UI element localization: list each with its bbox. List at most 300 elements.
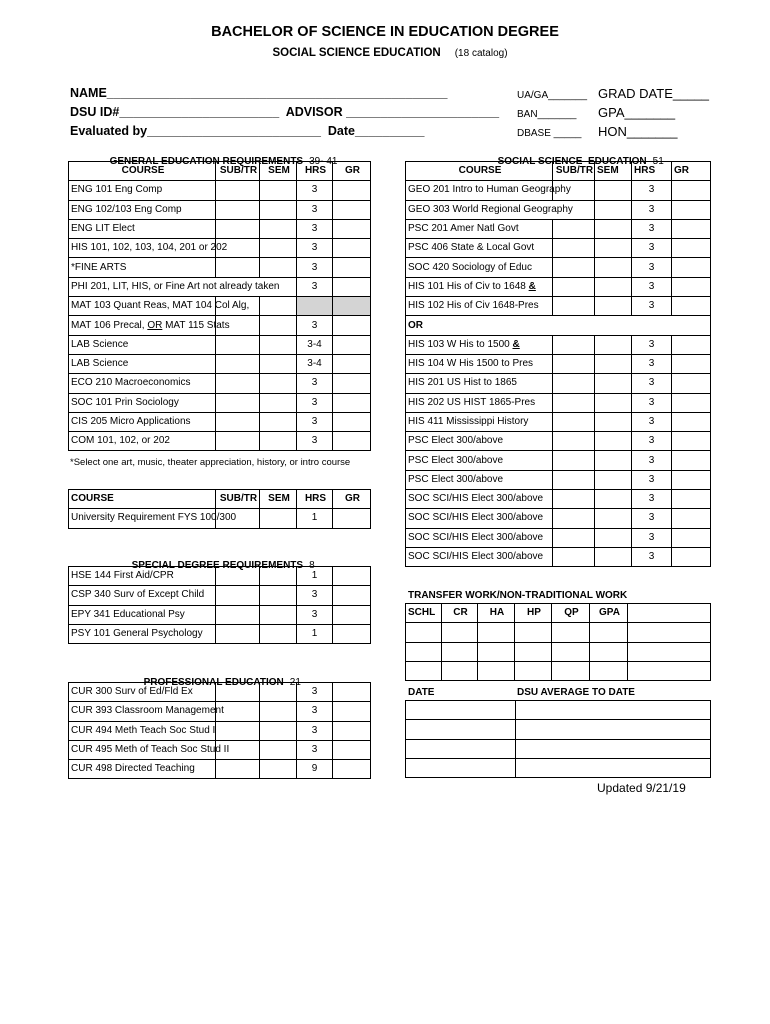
course-name: ENG 102/103 Eng Comp	[69, 200, 216, 219]
page-subtitle	[0, 47, 770, 59]
subtr-cell[interactable]	[216, 567, 260, 586]
col-ha: HA	[478, 604, 515, 623]
sem-cell[interactable]	[260, 335, 297, 354]
blank-cell[interactable]	[628, 661, 711, 680]
hrs-cell: 3	[297, 432, 333, 451]
course-name: EPY 341 Educational Psy	[69, 605, 216, 624]
gr-cell[interactable]	[333, 740, 371, 759]
course-name: PSC Elect 300/above	[406, 432, 553, 451]
gr-cell[interactable]	[333, 624, 371, 643]
table-row	[69, 277, 371, 296]
and-label: &	[512, 338, 520, 350]
sem-cell[interactable]	[595, 258, 632, 277]
col-course: COURSE	[406, 162, 553, 181]
sem-cell[interactable]	[260, 760, 297, 779]
course-name: HIS 202 US HIST 1865-Pres	[406, 393, 553, 412]
gr-cell[interactable]	[333, 760, 371, 779]
course-name: SOC SCI/HIS Elect 300/above	[406, 509, 553, 528]
sem-cell[interactable]	[595, 374, 632, 393]
table-row	[406, 181, 711, 200]
sem-cell[interactable]	[260, 721, 297, 740]
university-table	[68, 489, 371, 529]
special-title-text: SPECIAL DEGREE REQUIREMENTS	[131, 560, 304, 571]
subtr-cell[interactable]	[216, 354, 260, 373]
course-name: ECO 210 Macroeconomics	[69, 374, 216, 393]
hrs-cell: 3	[297, 239, 333, 258]
course-name-part: HIS 101 His of Civ to 1648	[408, 280, 529, 292]
subtr-cell[interactable]	[553, 432, 595, 451]
course-name: SOC 420 Sociology of Educ	[406, 258, 553, 277]
gr-cell[interactable]	[333, 316, 371, 335]
ha-cell[interactable]	[478, 661, 515, 680]
course-name: PSC 406 State & Local Govt	[406, 239, 553, 258]
hrs-cell: 3	[632, 181, 672, 200]
hrs-cell: 3	[632, 335, 672, 354]
hrs-cell: 3	[297, 200, 333, 219]
subtr-cell[interactable]	[553, 258, 595, 277]
gr-cell[interactable]	[333, 702, 371, 721]
sem-cell[interactable]	[260, 316, 297, 335]
gpa-cell[interactable]	[590, 642, 628, 661]
hrs-cell: 1	[297, 509, 333, 528]
col-sem: SEM	[595, 162, 632, 181]
date-label: DATE	[408, 687, 435, 698]
table-row	[406, 200, 711, 219]
subtr-cell[interactable]	[216, 412, 260, 431]
gr-cell[interactable]	[333, 586, 371, 605]
blank-cell[interactable]	[628, 642, 711, 661]
hp-cell[interactable]	[515, 623, 552, 642]
schl-cell[interactable]	[406, 661, 442, 680]
hrs-cell: 1	[297, 624, 333, 643]
col-subtr: SUB/TR	[553, 162, 595, 181]
table-row	[406, 354, 711, 373]
subtr-cell[interactable]	[216, 432, 260, 451]
table-row	[69, 200, 371, 219]
hon-field[interactable]: HON_______	[598, 124, 678, 139]
hrs-cell: 3	[632, 239, 672, 258]
dsu-id-advisor-field[interactable]: DSU ID#_______________________ ADVISOR ______________________	[70, 105, 500, 119]
gr-cell[interactable]	[333, 219, 371, 238]
gr-cell[interactable]	[333, 277, 371, 296]
sem-cell[interactable]	[595, 393, 632, 412]
sem-cell[interactable]	[260, 624, 297, 643]
gr-cell[interactable]	[333, 721, 371, 740]
table-row	[69, 760, 371, 779]
course-name: PSC Elect 300/above	[406, 451, 553, 470]
course-name: HIS 102 His of Civ 1648-Pres	[406, 297, 553, 316]
date-cell[interactable]	[406, 739, 516, 758]
dsu-average-label: DSU AVERAGE TO DATE	[517, 687, 635, 698]
subtr-cell[interactable]	[216, 683, 260, 702]
col-cr: CR	[442, 604, 478, 623]
subtr-cell[interactable]	[216, 258, 260, 277]
table-row	[69, 605, 371, 624]
table-row	[406, 758, 711, 777]
gpa-cell[interactable]	[590, 623, 628, 642]
sem-cell[interactable]	[595, 509, 632, 528]
subtr-cell[interactable]	[553, 277, 595, 296]
gr-cell[interactable]	[672, 239, 711, 258]
catalog-year: (18 catalog)	[454, 48, 508, 59]
hrs-cell: 3	[297, 277, 333, 296]
col-course: COURSE	[69, 162, 216, 181]
gr-cell[interactable]	[333, 258, 371, 277]
col-gpa: GPA	[590, 604, 628, 623]
subtr-cell[interactable]	[553, 297, 595, 316]
sem-cell[interactable]	[595, 335, 632, 354]
subtr-cell[interactable]	[216, 374, 260, 393]
course-name: CSP 340 Surv of Except Child	[69, 586, 216, 605]
gr-cell[interactable]	[672, 412, 711, 431]
date-cell[interactable]	[406, 720, 516, 739]
subtr-cell[interactable]	[216, 605, 260, 624]
table-row	[69, 316, 371, 335]
table-row	[406, 470, 711, 489]
table-row	[69, 354, 371, 373]
subtr-cell[interactable]	[216, 200, 260, 219]
subtr-cell[interactable]	[216, 586, 260, 605]
course-name: SOC SCI/HIS Elect 300/above	[406, 547, 553, 566]
gr-cell[interactable]	[333, 239, 371, 258]
hrs-cell: 3	[632, 354, 672, 373]
ua-ga-field[interactable]: UA/GA_______	[517, 90, 588, 101]
gr-cell[interactable]	[672, 374, 711, 393]
col-schl: SCHL	[406, 604, 442, 623]
qp-cell[interactable]	[552, 661, 590, 680]
cr-cell[interactable]	[442, 642, 478, 661]
table-row	[406, 490, 711, 509]
subtr-cell[interactable]	[216, 335, 260, 354]
table-row	[69, 586, 371, 605]
sem-cell[interactable]	[260, 258, 297, 277]
course-name-part: MAT 106 Precal,	[71, 319, 148, 331]
sem-cell[interactable]	[260, 200, 297, 219]
table-row	[69, 702, 371, 721]
table-row	[69, 374, 371, 393]
table-row	[406, 547, 711, 566]
gr-cell-shaded	[333, 297, 371, 316]
evaluated-by-field[interactable]: Evaluated by_________________________ Date__________	[70, 124, 425, 138]
course-name-part: HIS 103 W His to 1500	[408, 338, 513, 350]
subtr-cell[interactable]	[553, 393, 595, 412]
col-blank	[628, 604, 711, 623]
cr-cell[interactable]	[442, 661, 478, 680]
col-gr: GR	[333, 162, 371, 181]
sem-cell[interactable]	[595, 547, 632, 566]
hrs-cell: 3	[632, 200, 672, 219]
table-row	[406, 277, 711, 296]
gr-cell[interactable]	[672, 335, 711, 354]
subtr-cell[interactable]	[216, 721, 260, 740]
gr-cell[interactable]	[333, 509, 371, 528]
sem-cell[interactable]	[260, 740, 297, 759]
subtr-cell[interactable]	[553, 470, 595, 489]
hrs-cell: 3	[297, 219, 333, 238]
hrs-cell: 9	[297, 760, 333, 779]
gr-cell[interactable]	[672, 258, 711, 277]
schl-cell[interactable]	[406, 642, 442, 661]
gr-cell[interactable]	[672, 219, 711, 238]
subtr-cell[interactable]	[553, 335, 595, 354]
table-row	[69, 393, 371, 412]
sem-cell[interactable]	[595, 412, 632, 431]
course-name	[406, 335, 553, 354]
subtr-cell[interactable]	[553, 451, 595, 470]
or-separator: OR	[406, 316, 711, 335]
or-row	[406, 316, 711, 335]
gr-cell[interactable]	[672, 432, 711, 451]
program-name: SOCIAL SCIENCE EDUCATION	[272, 47, 441, 59]
gr-cell[interactable]	[333, 412, 371, 431]
course-name: HSE 144 First Aid/CPR	[69, 567, 216, 586]
course-name: ENG LIT Elect	[69, 219, 216, 238]
subtr-cell[interactable]	[553, 412, 595, 431]
ban-field[interactable]: BAN_______	[517, 109, 577, 120]
hrs-cell: 3	[632, 451, 672, 470]
hrs-cell-shaded	[297, 297, 333, 316]
qp-cell[interactable]	[552, 623, 590, 642]
gen-ed-title-text: GENERAL EDUCATION REQUIREMENTS	[109, 156, 304, 167]
gr-cell[interactable]	[672, 181, 711, 200]
hrs-cell: 3	[297, 393, 333, 412]
course-name	[69, 316, 230, 335]
hp-cell[interactable]	[515, 661, 552, 680]
hrs-cell: 3	[632, 432, 672, 451]
hrs-cell: 3-4	[297, 335, 333, 354]
subtr-cell[interactable]	[553, 490, 595, 509]
subtr-cell[interactable]	[216, 181, 260, 200]
sem-cell[interactable]	[595, 277, 632, 296]
sem-cell[interactable]	[595, 297, 632, 316]
gr-cell[interactable]	[672, 354, 711, 373]
sem-cell[interactable]	[260, 605, 297, 624]
hrs-cell: 3	[297, 258, 333, 277]
course-name: HIS 101, 102, 103, 104, 201 or 202	[69, 239, 216, 258]
gr-cell[interactable]	[333, 335, 371, 354]
course-name: CIS 205 Micro Applications	[69, 412, 216, 431]
col-hrs: HRS	[297, 490, 333, 509]
table-row	[406, 528, 711, 547]
sem-cell[interactable]	[260, 354, 297, 373]
sem-cell[interactable]	[595, 200, 632, 219]
table-row	[69, 624, 371, 643]
subtr-cell[interactable]	[553, 374, 595, 393]
subtr-cell[interactable]	[553, 219, 595, 238]
table-row	[406, 393, 711, 412]
table-row	[69, 432, 371, 451]
sem-cell[interactable]	[260, 509, 297, 528]
col-hp: HP	[515, 604, 552, 623]
course-name-part: MAT 115 Stats	[162, 319, 230, 331]
sem-cell[interactable]	[260, 181, 297, 200]
gpa-cell[interactable]	[590, 661, 628, 680]
table-row	[406, 661, 711, 680]
hrs-cell: 3	[632, 297, 672, 316]
sem-cell[interactable]	[595, 528, 632, 547]
col-qp: QP	[552, 604, 590, 623]
course-name: HIS 411 Mississippi History	[406, 412, 553, 431]
sem-cell[interactable]	[260, 683, 297, 702]
course-name: HIS 201 US Hist to 1865	[406, 374, 553, 393]
sem-cell[interactable]	[595, 432, 632, 451]
subtr-cell[interactable]	[216, 760, 260, 779]
table-row	[69, 412, 371, 431]
course-name: CUR 494 Meth Teach Soc Stud I	[69, 721, 216, 740]
col-subtr: SUB/TR	[216, 490, 260, 509]
col-sem: SEM	[260, 162, 297, 181]
table-row	[406, 642, 711, 661]
subtr-cell[interactable]	[553, 528, 595, 547]
ha-cell[interactable]	[478, 623, 515, 642]
professional-hours: 21	[289, 677, 301, 688]
sem-cell[interactable]	[260, 702, 297, 721]
transfer-table	[405, 603, 711, 681]
average-cell[interactable]	[516, 739, 711, 758]
date-cell[interactable]	[406, 701, 516, 720]
table-row	[406, 720, 711, 739]
sem-cell[interactable]	[595, 490, 632, 509]
hrs-cell: 3	[297, 605, 333, 624]
course-name: GEO 201 Intro to Human Geography	[406, 181, 553, 200]
subtr-cell[interactable]	[553, 239, 595, 258]
gr-cell[interactable]	[672, 393, 711, 412]
course-name: SOC 101 Prin Sociology	[69, 393, 216, 412]
average-table	[405, 700, 711, 778]
gr-cell[interactable]	[333, 683, 371, 702]
gr-cell[interactable]	[333, 393, 371, 412]
hrs-cell: 3	[632, 470, 672, 489]
hrs-cell: 3	[297, 374, 333, 393]
hp-cell[interactable]	[515, 642, 552, 661]
sem-cell[interactable]	[260, 432, 297, 451]
table-row	[406, 701, 711, 720]
course-name: ENG 101 Eng Comp	[69, 181, 216, 200]
hrs-cell: 1	[297, 567, 333, 586]
ha-cell[interactable]	[478, 642, 515, 661]
sem-cell[interactable]	[260, 374, 297, 393]
qp-cell[interactable]	[552, 642, 590, 661]
sem-cell[interactable]	[260, 239, 297, 258]
sem-cell[interactable]	[595, 451, 632, 470]
sem-cell[interactable]	[595, 470, 632, 489]
col-hrs: HRS	[297, 162, 333, 181]
sem-cell[interactable]	[595, 181, 632, 200]
sem-cell[interactable]	[595, 219, 632, 238]
table-row	[69, 567, 371, 586]
gr-cell[interactable]	[672, 528, 711, 547]
average-cell[interactable]	[516, 701, 711, 720]
table-row	[406, 432, 711, 451]
subtr-cell[interactable]	[553, 509, 595, 528]
sem-cell[interactable]	[260, 297, 297, 316]
gr-cell[interactable]	[333, 200, 371, 219]
table-row	[406, 219, 711, 238]
gr-cell[interactable]	[672, 547, 711, 566]
gr-cell[interactable]	[333, 354, 371, 373]
hrs-cell: 3	[632, 219, 672, 238]
table-row	[406, 451, 711, 470]
course-name: PHI 201, LIT, HIS, or Fine Art not already taken	[69, 277, 297, 296]
course-name: COM 101, 102, or 202	[69, 432, 216, 451]
subtr-cell[interactable]	[216, 624, 260, 643]
sem-cell[interactable]	[260, 412, 297, 431]
sem-cell[interactable]	[595, 354, 632, 373]
hrs-cell: 3	[297, 316, 333, 335]
gr-cell[interactable]	[672, 451, 711, 470]
grad-date-field[interactable]: GRAD DATE_____	[598, 86, 710, 101]
schl-cell[interactable]	[406, 623, 442, 642]
course-name: PSC 201 Amer Natl Govt	[406, 219, 553, 238]
gr-cell[interactable]	[333, 181, 371, 200]
gr-cell[interactable]	[333, 567, 371, 586]
sem-cell[interactable]	[595, 239, 632, 258]
course-name: CUR 393 Classroom Management	[69, 702, 216, 721]
transfer-title: TRANSFER WORK/NON-TRADITIONAL WORK	[408, 590, 628, 601]
gr-cell[interactable]	[333, 374, 371, 393]
average-cell[interactable]	[516, 720, 711, 739]
table-row	[406, 412, 711, 431]
course-name: MAT 103 Quant Reas, MAT 104 Col Alg,	[69, 297, 216, 316]
sem-cell[interactable]	[260, 586, 297, 605]
subtr-cell[interactable]	[216, 219, 260, 238]
hrs-cell: 3	[632, 277, 672, 296]
course-name: HIS 104 W His 1500 to Pres	[406, 354, 553, 373]
gr-cell[interactable]	[672, 490, 711, 509]
table-row	[69, 740, 371, 759]
col-hrs: HRS	[632, 162, 672, 181]
table-row	[69, 721, 371, 740]
sem-cell[interactable]	[260, 567, 297, 586]
course-name: CUR 498 Directed Teaching	[69, 760, 216, 779]
blank-cell[interactable]	[628, 623, 711, 642]
hrs-cell: 3	[297, 586, 333, 605]
gr-cell[interactable]	[672, 200, 711, 219]
course-name: LAB Science	[69, 335, 216, 354]
name-field[interactable]: NAME_________________________________________________	[70, 86, 448, 100]
gr-cell[interactable]	[333, 432, 371, 451]
course-name: LAB Science	[69, 354, 216, 373]
gr-cell[interactable]	[672, 509, 711, 528]
gr-cell[interactable]	[672, 277, 711, 296]
hrs-cell: 3	[632, 547, 672, 566]
hrs-cell: 3	[632, 374, 672, 393]
table-row	[69, 181, 371, 200]
subtr-cell[interactable]	[216, 393, 260, 412]
table-row	[69, 509, 371, 528]
subtr-cell[interactable]	[553, 547, 595, 566]
table-row	[69, 683, 371, 702]
sem-cell[interactable]	[260, 219, 297, 238]
gpa-field[interactable]: GPA_______	[598, 105, 676, 120]
cr-cell[interactable]	[442, 623, 478, 642]
gr-cell[interactable]	[672, 297, 711, 316]
fine-arts-note: *Select one art, music, theater appreciation, history, or intro course	[70, 457, 351, 468]
dbase-field[interactable]: DBASE _____	[517, 128, 582, 139]
table-row	[69, 258, 371, 277]
date-cell[interactable]	[406, 758, 516, 777]
gr-cell[interactable]	[672, 470, 711, 489]
average-cell[interactable]	[516, 758, 711, 777]
course-name: CUR 300 Surv of Ed/Fld Ex	[69, 683, 216, 702]
gr-cell[interactable]	[333, 605, 371, 624]
sse-hours: 51	[652, 156, 664, 167]
col-sem: SEM	[260, 490, 297, 509]
or-label: OR	[147, 319, 163, 331]
subtr-cell[interactable]	[553, 354, 595, 373]
sem-cell[interactable]	[260, 393, 297, 412]
hrs-cell: 3	[297, 740, 333, 759]
